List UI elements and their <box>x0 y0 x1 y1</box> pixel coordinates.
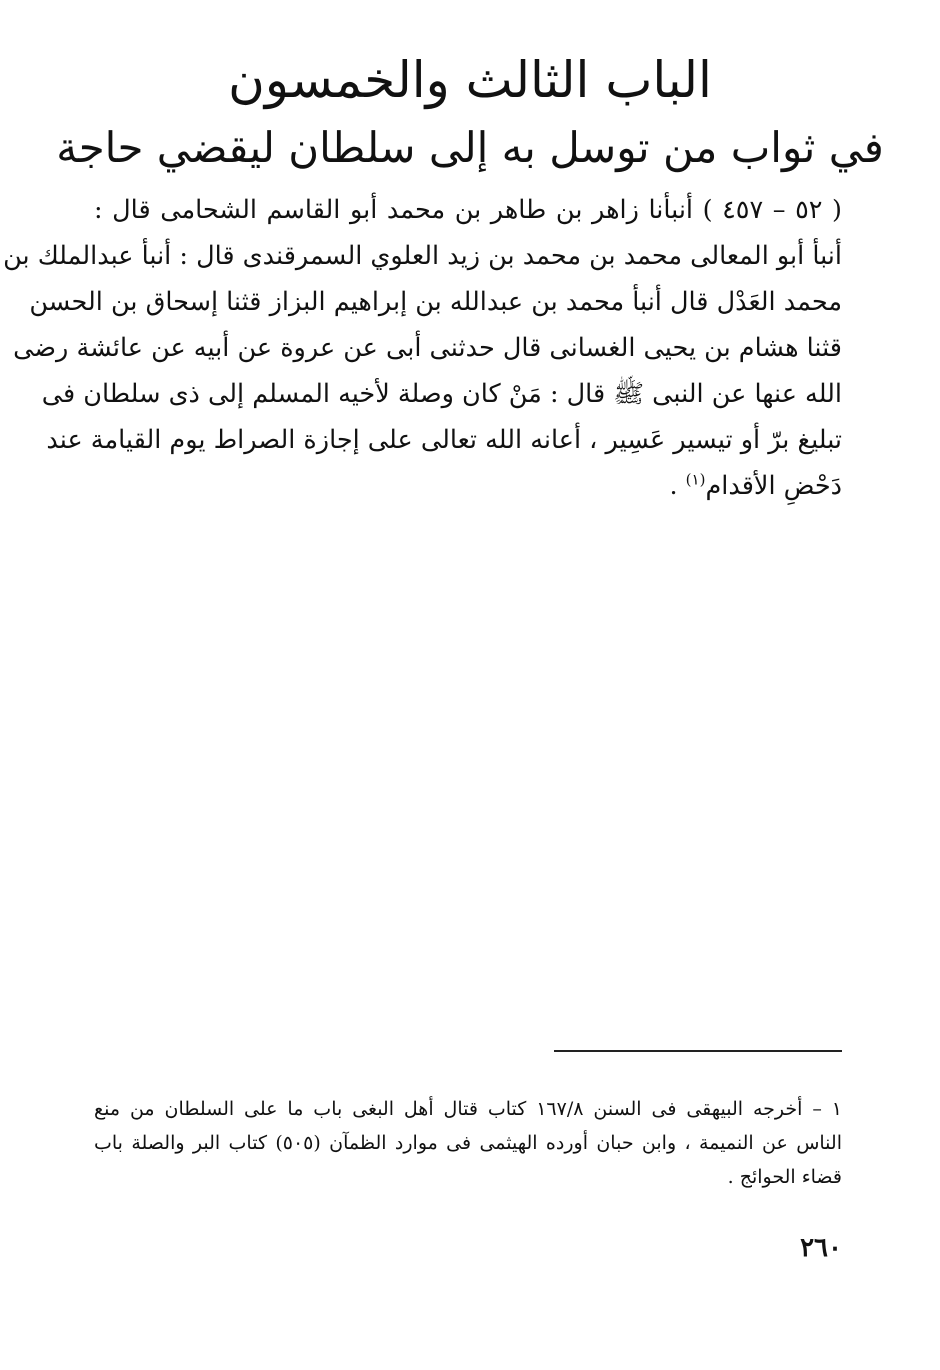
footnote-line: قضاء الحوائج . <box>727 1166 842 1188</box>
hadith-line: محمد العَدْل قال أنبأ محمد بن عبدالله بن إبراهيم البزاز قثنا إسحاق بن الحسن <box>29 287 842 317</box>
hadith-closing: . <box>669 471 686 501</box>
chapter-title: الباب الثالث والخمسون <box>228 51 712 109</box>
footnote-line: الناس عن النميمة ، وابن حبان أورده الهيثمى فى موارد الظمآن (٥٠٥) كتاب البر والصلة باب <box>94 1132 842 1154</box>
footnote-reference[interactable]: (١) <box>685 470 706 489</box>
hadith-line: الله عنها عن النبى ﷺ قال : مَنْ كان وصلة لأخيه المسلم إلى ذى سلطان فى <box>41 379 842 409</box>
footnote-divider <box>554 1050 842 1052</box>
hadith-line: تبليغ برّ أو تيسير عَسِير ، أعانه الله تعالى على إجازة الصراط يوم القيامة عند <box>46 425 842 455</box>
page-number: ٢٦٠ <box>800 1233 842 1263</box>
footnote-line: ١ – أخرجه البيهقى فى السنن ١٦٧/٨ كتاب قتال أهل البغى باب ما على السلطان من منع <box>94 1098 842 1120</box>
footnote <box>94 1092 842 1194</box>
hadith-line: قثنا هشام بن يحيى الغسانى قال حدثنى أبى عن عروة عن أبيه عن عائشة رضى <box>13 333 842 363</box>
hadith-line: ( ٥٢ – ٤٥٧ ) أنبأنا زاهر بن طاهر بن محمد أبو القاسم الشحامى قال : <box>94 195 843 225</box>
hadith-last-line <box>94 463 842 509</box>
hadith-line: أنبأ أبو المعالى محمد بن محمد بن زيد العلوي السمرقندى قال : أنبأ عبدالملك بن <box>3 241 842 271</box>
hadith-line-text: دَحْضِ الأقدام <box>705 471 842 501</box>
hadith-text <box>3 187 843 509</box>
chapter-subtitle: في ثواب من توسل به إلى سلطان ليقضي حاجة <box>56 123 884 172</box>
